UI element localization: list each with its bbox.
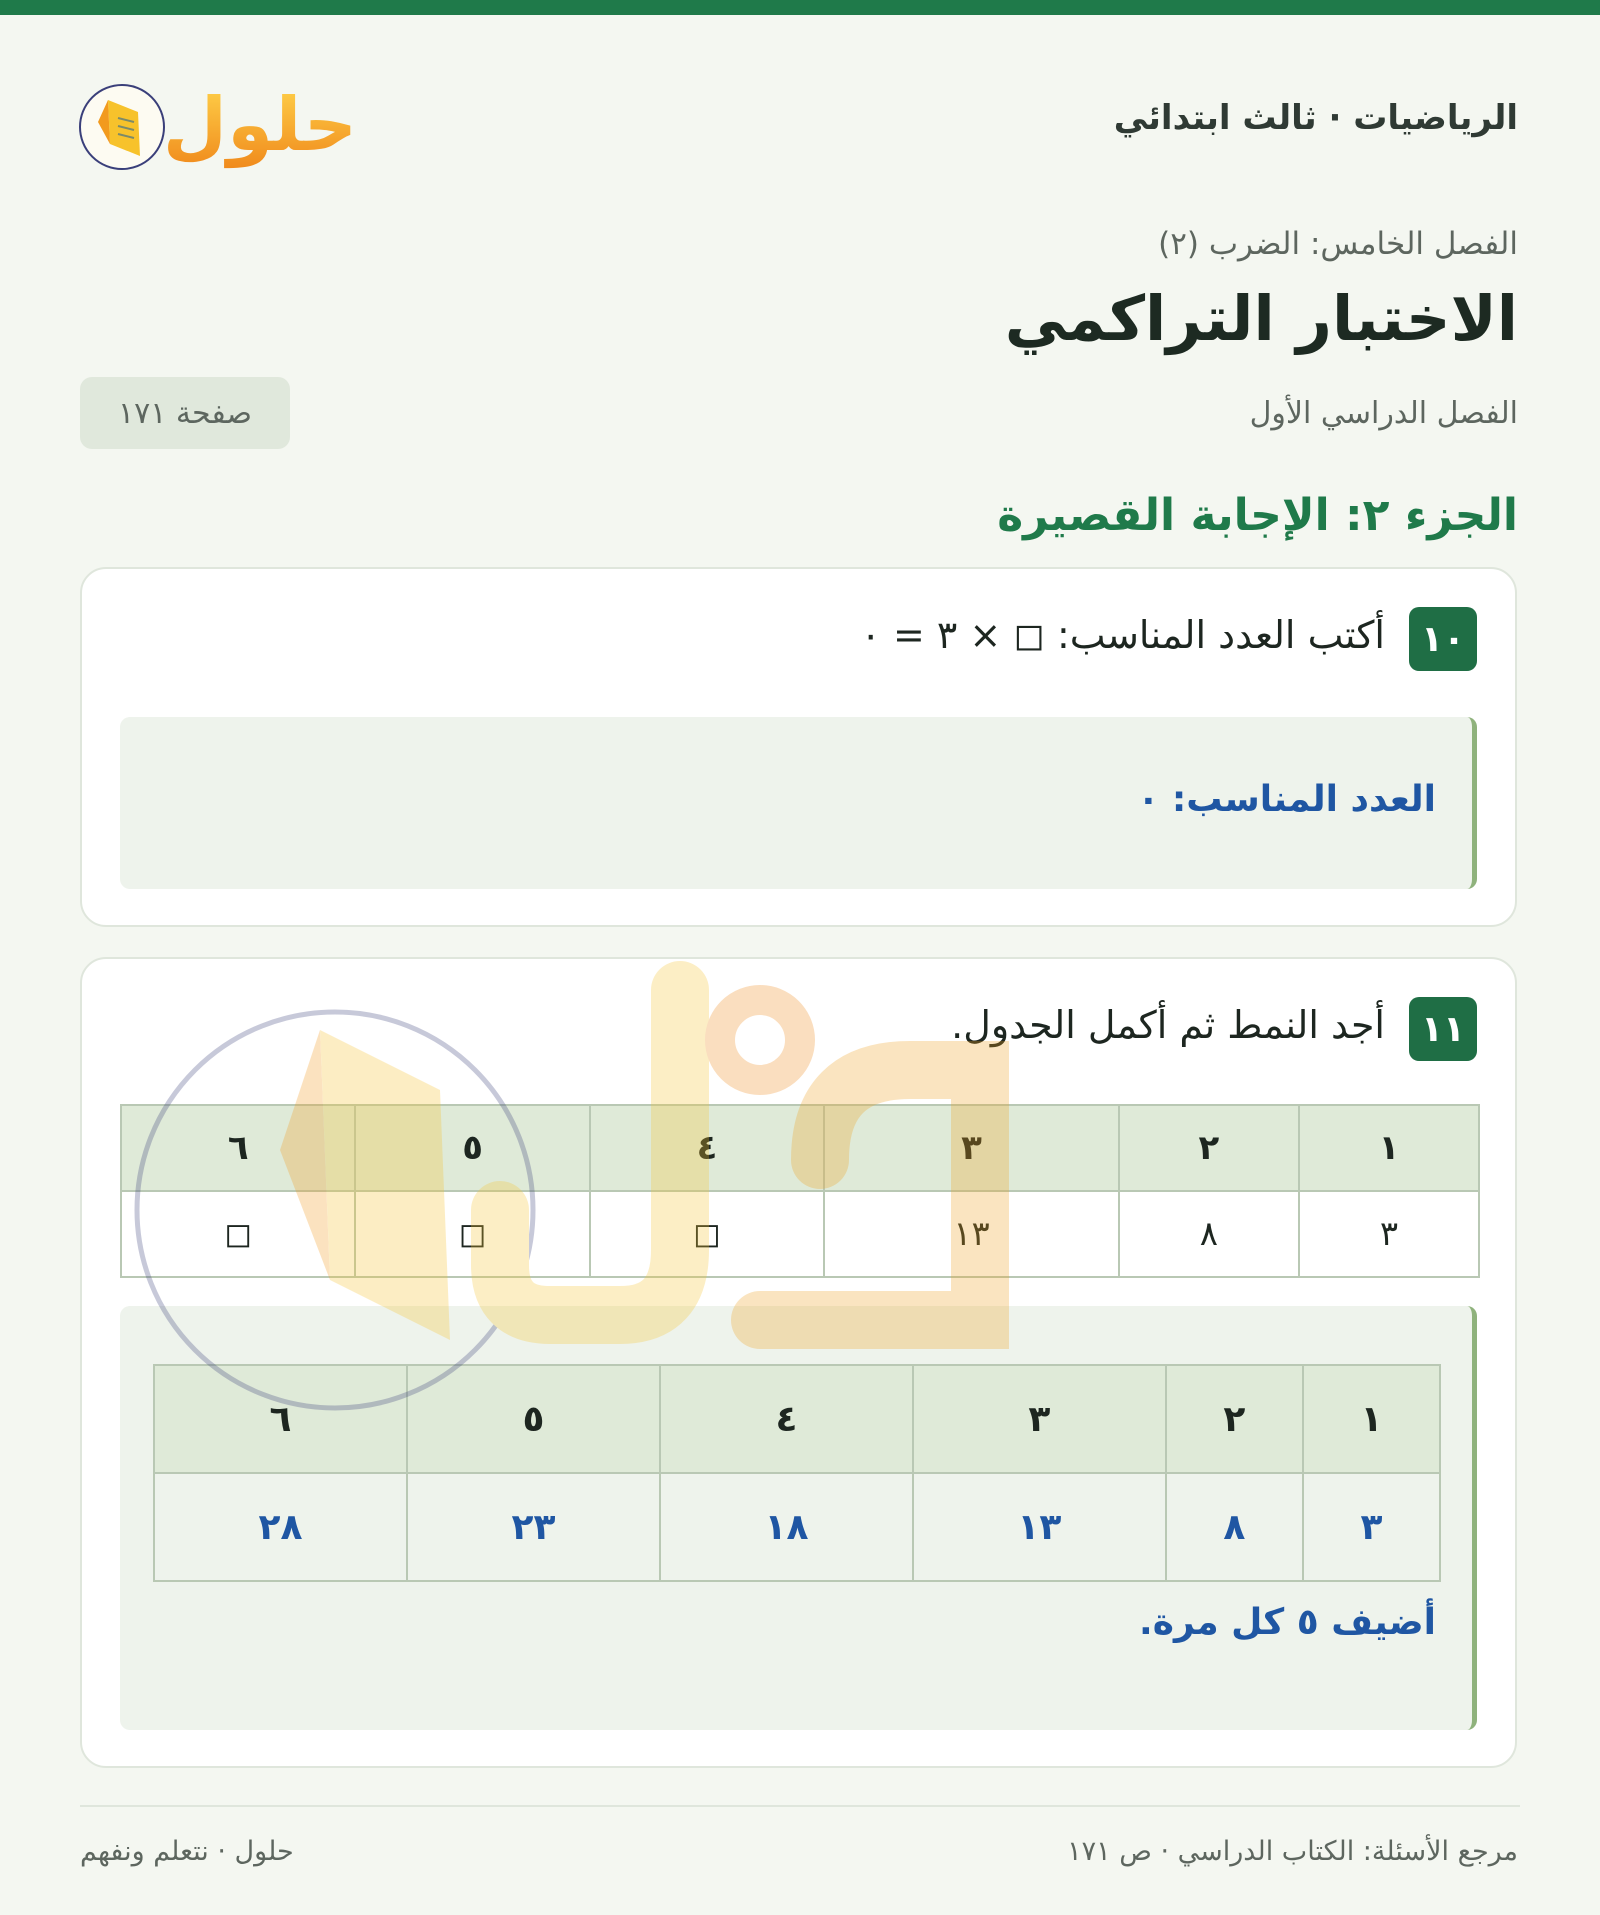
table-cell: ٣ xyxy=(913,1365,1166,1473)
section-title: الجزء ٢: الإجابة القصيرة xyxy=(997,490,1518,541)
question-number-badge: ١١ xyxy=(1409,997,1477,1061)
question-card-11 xyxy=(80,957,1517,1768)
chapter-label: الفصل الخامس: الضرب (٢) xyxy=(1158,226,1518,262)
footer-reference: مرجع الأسئلة: الكتاب الدراسي · ص ١٧١ xyxy=(1067,1836,1518,1867)
table-cell: ٢٨ xyxy=(154,1473,407,1581)
answer-table xyxy=(153,1364,1441,1582)
answer-box xyxy=(120,717,1477,889)
table-cell: ٤ xyxy=(590,1105,824,1191)
table-cell: ٢ xyxy=(1166,1365,1303,1473)
table-cell-blank: ◻ xyxy=(355,1191,589,1277)
table-cell: ١٣ xyxy=(913,1473,1166,1581)
top-accent-bar xyxy=(0,0,1600,15)
table-cell: ٨ xyxy=(1119,1191,1299,1277)
table-cell-blank: ◻ xyxy=(590,1191,824,1277)
table-cell: ١٣ xyxy=(824,1191,1119,1277)
table-row xyxy=(121,1105,1479,1191)
table-cell: ٤ xyxy=(660,1365,913,1473)
answer-note: أضيف ٥ كل مرة. xyxy=(1139,1602,1436,1643)
table-cell: ٥ xyxy=(407,1365,660,1473)
table-cell: ١٨ xyxy=(660,1473,913,1581)
question-number-badge: ١٠ xyxy=(1409,607,1477,671)
table-cell: ٨ xyxy=(1166,1473,1303,1581)
table-cell: ٣ xyxy=(824,1105,1119,1191)
table-cell: ٢ xyxy=(1119,1105,1299,1191)
table-row xyxy=(154,1365,1440,1473)
table-cell: ٢٣ xyxy=(407,1473,660,1581)
footer-divider xyxy=(80,1805,1520,1807)
table-row xyxy=(154,1473,1440,1581)
subject-label: الرياضيات · ثالث ابتدائي xyxy=(1113,98,1518,138)
table-cell: ٣ xyxy=(1303,1473,1440,1581)
question-text: أجد النمط ثم أكمل الجدول. xyxy=(951,1003,1385,1047)
page-number-badge: صفحة ١٧١ xyxy=(80,377,290,449)
table-cell: ٦ xyxy=(154,1365,407,1473)
table-row xyxy=(121,1191,1479,1277)
pattern-table xyxy=(120,1104,1480,1278)
page-title: الاختبار التراكمي xyxy=(1004,282,1518,355)
table-cell-blank: ◻ xyxy=(121,1191,355,1277)
table-cell: ١ xyxy=(1299,1105,1479,1191)
footer-brand: حلول · نتعلم ونفهم xyxy=(80,1836,294,1867)
table-cell: ٥ xyxy=(355,1105,589,1191)
question-card-10 xyxy=(80,567,1517,927)
table-cell: ٦ xyxy=(121,1105,355,1191)
answer-box xyxy=(120,1306,1477,1730)
logo-text: حلول xyxy=(162,82,358,168)
table-cell: ١ xyxy=(1303,1365,1440,1473)
semester-label: الفصل الدراسي الأول xyxy=(1249,396,1518,431)
hulul-logo xyxy=(78,60,358,180)
answer-text: العدد المناسب: ٠ xyxy=(1137,779,1436,820)
table-cell: ٣ xyxy=(1299,1191,1479,1277)
question-text: أكتب العدد المناسب: ◻ × ٣ = ٠ xyxy=(860,613,1385,657)
